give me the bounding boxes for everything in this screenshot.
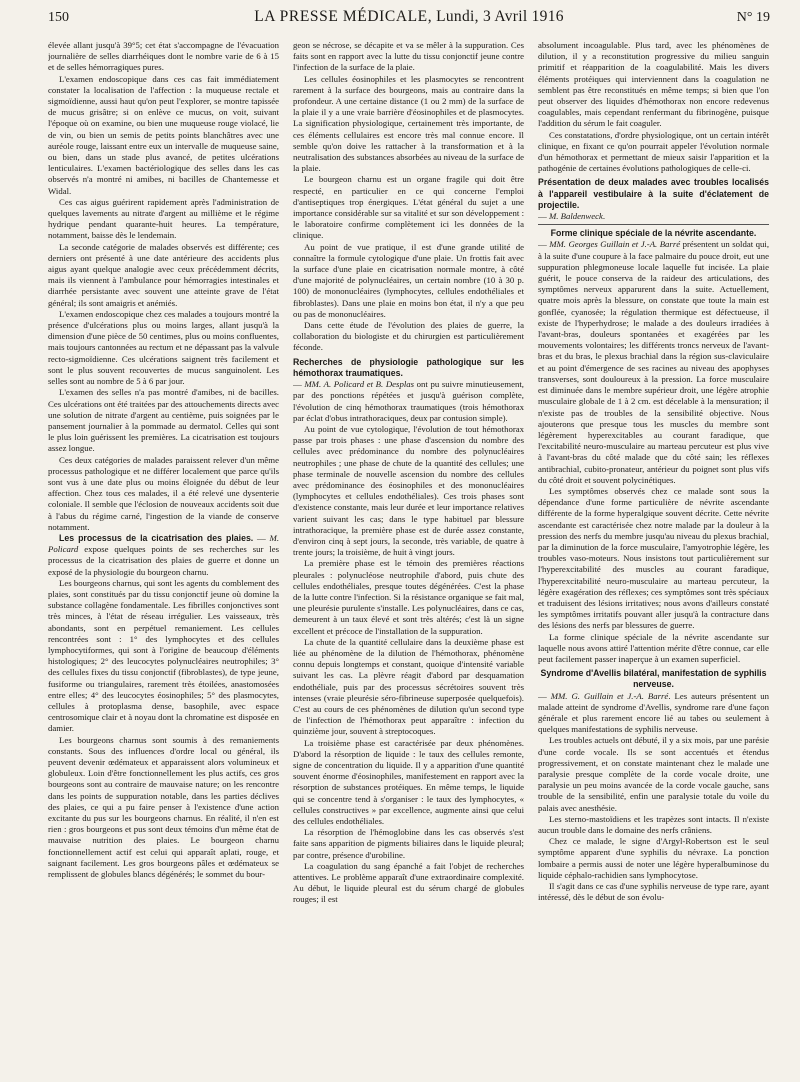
issue-date: , Lundi, 3 Avril 1916 [427,8,564,25]
body-paragraph: La résorption de l'hémoglobine dans les cas observés s'est faite sans apparition de pigments biliaires dans le liquide pleural; par contre, présence d'urobiline. [293,827,524,860]
body-paragraph: Les bourgeons charnus sont soumis à des remaniements constants. Sous des influences d'ordre local ou général, ils peuvent devenir œdémateux et apparaissent alors volumineux et globuleux. Loin d'être fonctionnellement les plus actifs, ces gros bourgeons sont au contraire de mauvaise nature; on les rencontre dans les points de suppuration notable, dans les parties déclives des plaies, ce qui a pu faire penser à l'existence d'une action excitante du pus sur les bourgeons charnus. En réalité, il n'en est rien : gros bourgeons et pus sont deux témoins d'un même état de mauvaise nutrition des plaies. Le bourgeon charnu fonctionnellement actif est celui qui apparaît aplati, rouge, et saignant facilement. Les gros bourgeons pâles et œdémateux se remplissent de globules blancs dégénérés; le sommet du bour- [48,734,279,880]
body-paragraph: Au point de vue cytologique, l'évolution de tout hémothorax passe par trois phases : une phase d'ascension du nombre des cellules avec prédominance du nombre des polynucléaires neutrophiles ; une phase de chute de la quantité des cellules; une phase terminale de nouvelle ascension du nombre des cellules avec prédominance des éosinophiles et des mononucléaires (lymphocytes et cellules endothéliales). Ces trois phases sont d'existence constante, mais leur durée et leur importance relatives varient suivant les cas; dans le type habituel par blessure intrathoracique, la première phase est de durée assez constante, d'environ cinq à sept jours, la seconde, très variable, de quatre à trente jours; la troisième, de huit à vingt jours. [293,423,524,558]
text-column-2 [293,40,524,1080]
issue-number: N° 19 [736,10,770,25]
section-paragraph: Forme clinique spéciale de la névrite ascendante. — MM. Georges Guillain et J.-A. Barré présentent un soldat qui, à la suite d'une coupure à la face palmaire du pouce droit, eut une suppuration phlegmoneuse locale laquelle fut incisée. La plaie guérit, le pouce conserva de la raideur des articulations, des symptômes nerveux apparurent dans la suite. Actuellement, quatre mois après la blessure, on constate que toute la main est gonflée, cyanosée; la régulation thermique est défectueuse, il existe de l'hyperhydrose; le malade a des douleurs irradiées à l'avant-bras, douleurs spontanées et exagérées par les mouvements volontaires; les différents troncs nerveux de l'avant-bras et du bras, le plexus brachial dans la région sus-claviculaire et au point d'émergence de ses racines au niveau des apophyses transverses, sont douloureux à la pression. La force musculaire est diminuée dans le membre supérieur droit, une légère atrophie musculaire globale de 1 à 2 cm. est décelable à la mensuration; il n'existe pas de troubles de la sensibilité objective. Nous ajouterons que presque tous les muscles du membre sont légèrement hyperexcitables au courant faradique, que l'excitabilité neuro-musculaire au marteau percuteur est plus vive à l'avant-bras du côté malade que du côté sain; les réflexes antibrachial, cubito-pronateur, antérieur du poignet sont plus vifs du côté droit et souvent polycinétiques. [538,228,769,485]
section-heading: Forme clinique spéciale de la névrite ascendante. [550,228,757,239]
body-paragraph: Les symptômes observés chez ce malade sont sous la dépendance d'une forme particulière de névrite ascendante différente de la forme hyperalgique souvent décrite. Cette névrite ascendante est caractérisée chez notre malade par la douleur à la pression des nerfs du membre jusqu'au niveau du plexus brachial, par la diminution de la force musculaire, l'amyotrophie légère, les troubles vaso-moteurs. Nous insistons tout particulièrement sur l'hyperexcitabilité des muscles au courant faradique, l'hyperexcitabilité neuro-musculaire au marteau percuteur, la légère exagération des réflexes; ces symptômes sont très spéciaux et traduisent des lésions irritatives; nous avons d'ailleurs constaté les symptômes irritatifs pouvant aller jusqu'à la contracture dans des lésions des nerfs par blessures de guerre. [538,485,769,631]
page-number: 150 [48,10,69,25]
section-paragraph: Recherches de physiologie pathologique sur les hémothorax traumatiques. — MM. A. Policard et B. Desplas ont pu suivre minutieusement, par des ponctions répétées et jusqu'à guérison complète, l'évolution de cinq hémothorax traumatiques (trois hémothorax par éclat d'obus intrathoraciques, deux par contusion simple). [293,356,524,423]
body-paragraph: Les bourgeons charnus, qui sont les agents du comblement des plaies, sont constitués par du tissu conjonctif jeune où domine la substance collagène fondamentale. Les fibrilles conjonctives sont très minces, à l'état de réseau irrégulier. Les vaisseaux, très abondants, sont en perpétuel remaniement. Les cellules rencontrées sont : 1° des lymphocytes et des cellules lymphocytiformes, qui sont à l'origine de beaucoup d'éléments histologiques; 2° des leucocytes polynucléaires neutrophiles; 3° des cellules fixes du tissu conjonctif (fibroblastes), de type jeune, fusiforme ou triangulaires, rarement très étoilées, anastomosées entre elles; 4° des leucocytes éosinophiles; 5° des plasmocytes, cellules à protoplasma dense, basophile, avec espace centrosomique clair et à noyau dont la chromatine est disposée en damier. [48,577,279,734]
author-names: MM. G. Guillain et J.-A. Barré [550,690,669,701]
journal-name: LA PRESSE MÉDICALE [254,8,428,25]
section-divider [538,224,769,225]
section-heading: Présentation de deux malades avec troubles localisés à l'appareil vestibulaire à la suite d'éclatement de projectile. [538,177,769,210]
body-paragraph: Dans cette étude de l'évolution des plaies de guerre, la collaboration du biologiste et du chirurgien est particulièrement féconde. [293,320,524,353]
author-names: M. Policard [48,532,279,555]
body-paragraph: Les troubles actuels ont débuté, il y a six mois, par une parésie d'une corde vocale. Ils se sont accentués et étendus progressivement, et on constate maintenant chez le malade une paralysie presque complète de la corde vocale droite, une paralysie un peu moins avancée de la corde vocale gauche, sans trouble de la sensibilité, enfin une paralysie totale du voile du palais avec anesthésie. [538,735,769,813]
body-paragraph: La forme clinique spéciale de la névrite ascendante sur laquelle nous avons attiré l'attention mérite d'être connue, car elle peut facilement passer inaperçue à un examen superficiel. [538,631,769,664]
body-paragraph: La coagulation du sang épanché a fait l'objet de recherches attentives. Le problème apparaît d'une extraordinaire complexité. Au début, le liquide pleural est du sérum chargé de globules rouges; il est [293,860,524,905]
section-paragraph: Syndrome d'Avellis bilatéral, manifestation de syphilis nerveuse. — MM. G. Guillain et J.-A. Barré. Les auteurs présentent un malade atteint de syndrome d'Avellis, syndrome rare d'une façon générale et plus rarement encore lié au tabes ou seulement à quelques manifestations de syphilis nerveuse. [538,668,769,735]
page-header [48,8,770,34]
body-paragraph: geon se nécrose, se décapite et va se mêler à la suppuration. Ces faits sont en rapport avec la lutte du tissu conjonctif jeune contre l'infection de la surface de la plaie. [293,40,524,73]
body-paragraph: La chute de la quantité cellulaire dans la deuxième phase est liée au phénomène de la dilution de l'hémothorax, phénomène connu depuis longtemps et constant, quoique d'intensité variable suivant les cas. La plèvre réagit d'abord par desquamation endothéliale, puis par des processus sécrétoires souvent très intenses (vraie pleurésie séro-fibrineuse superposée quelquefois). C'est au cours de ces phénomènes de dilution qu'un second type de l'infection de l'hémothorax peut apparaître : infection du quinzième jour, souvent à streptocoques. [293,636,524,737]
body-paragraph: L'examen endoscopique dans ces cas fait immédiatement constater la localisation de l'affection : la muqueuse rectale et sigmoïdienne, aussi haut qu'on peut l'explorer, se montre tapissée de mucus grisâtre; si on enlève ce mucus, on voit, suivant l'époque où on examine, ou bien une muqueuse rouge violacé, lie de vin, ou bien un semis de petits points blanchâtres avec une auréole rouge, laissant entre eux un intervalle de muqueuse saine, ou bien, dans un stade plus avancé, de petites ulcérations lenticulaires. L'examen bactériologique des selles dans les cas observés n'a montré ni amibes, ni bacilles de Chantemesse et Widal. [48,73,279,196]
body-paragraph: La seconde catégorie de malades observés est différente; ces derniers ont présenté à une date antérieure des accidents plus aigus ayant quelque analogie avec ceux précédemment décrits, mais ils viennent à l'ambulance pour hémorragies intestinales et diarrhée persistante avec souvent une atteinte grave de l'état général; ils sont amaigris et anémiés. [48,241,279,308]
body-paragraph: Les sterno-mastoïdiens et les trapèzes sont intacts. Il n'existe aucun trouble dans le domaine des nerfs crâniens. [538,813,769,836]
body-paragraph: L'examen des selles n'a pas montré d'amibes, ni de bacilles. Ces ulcérations ont été traitées par des attouchements directs avec une solution de nitrate d'argent au centième, puis soignées par le pansement journalier à la pommade au dermatol. Celles qui sont le plus loin guérissent les premières. La cicatrisation est toujours assez longue. [48,387,279,454]
body-paragraph: La première phase est le témoin des premières réactions pleurales : polynucléose neutrophile d'abord, puis chute des cellules endothéliales, presque toutes dégénérées. C'est la phase de la lutte contre l'infection. Si la résistance organique se fait mal, une pleurésie purulente s'installe. Les polynucléaires, dans ce cas, demeurent à un taux élevé et sont très altérés; c'est là un signe excellent et précoce de l'installation de la suppuration. [293,558,524,636]
running-title [254,8,564,26]
article-columns [48,40,770,1080]
body-paragraph: élevée allant jusqu'à 39°5; cet état s'accompagne de l'évacuation journalière de selles diarrhéiques dont le nombre varie de 6 à 15 et de selles hémorragiques pures. [48,40,279,73]
body-paragraph: Le bourgeon charnu est un organe fragile qui doit être respecté, en particulier en ce qui concerne l'emploi d'antiseptiques trop énergiques. L'état général du sujet a une importance considérable sur sa vitalité et sur son développement : le laboratoire confirme complètement ici les données de la clinique. [293,174,524,241]
body-paragraph: L'examen endoscopique chez ces malades a toujours montré la présence d'ulcérations plus ou moins larges, allant jusqu'à la dimension d'une pièce de 50 centimes, plus ou moins confluentes, mais toujours cantonnées au rectum et ne dépassant pas la valvule recto-sigmoïdienne. Ces ulcérations saignent très facilement et sont le plus souvent recouvertes de mucus sanguinolent. Les selles sont au nombre de 5 à 6 par jour. [48,308,279,387]
text-column-1 [48,40,279,1080]
author-names: M. Baldenweck [548,211,603,222]
inline-heading: Les processus de la cicatrisation des plaies. [59,532,254,543]
section-heading: Recherches de physiologie pathologique sur les hémothorax traumatiques. [293,356,524,378]
text-column-3 [538,40,769,1080]
body-paragraph: Il s'agit dans ce cas d'une syphilis nerveuse de type rare, ayant intéressé, dès le début de son évolu- [538,881,769,903]
body-paragraph: Les cellules éosinophiles et les plasmocytes se rencontrent rarement à la surface des bourgeons, mais au contraire dans la profondeur. A une certaine distance (1 ou 2 mm) de la surface de la plaie il y a une vraie barrière d'éosinophiles et de plasmocytes. La signification physiologique, certainement très importante, de ces éléments cellulaires est encore très mal connue encore. Il semble qu'on doive les rattacher à la transformation et à la neutralisation des substances absorbées au niveau de la surface de la plaie. [293,73,524,174]
body-paragraph: Chez ce malade, le signe d'Argyl-Robertson est le seul symptôme apparent d'une syphilis du névraxe. La ponction lombaire a permis aussi de noter une légère hyperalbuminose du liquide céphalo-rachidien sans lymphocytose. [538,836,769,880]
body-paragraph: Au point de vue pratique, il est d'une grande utilité de connaître la formule cytologique d'une plaie. Un frottis fait avec la surface d'une plaie en cicatrisation normale montre, à côté d'une majorité de polynucléaires, un certain nombre (10 à 30 p. 100) de mononucléaires (lymphocytes, cellules endothéliales et fibroblastes). Dans une plaie en moins bon état, il n'y a que peu ou pas de mononucléaires. [293,241,524,319]
author-names: MM. Georges Guillain et J.-A. Barré [549,239,681,250]
body-paragraph: Ces deux catégories de malades paraissent relever d'un même processus pathologique et ne différer localement que parce qu'ils sont vus à une date plus ou moins éloignée du début de leur affection. Chez tous ces malades, il a été relevé une dysenterie coloniale. Il semble que l'éclosion de nouveaux accidents soit due à l'abus du régime carné, l'ingestion de la viande de conserve notamment. [48,454,279,532]
body-paragraph: La troisième phase est caractérisée par deux phénomènes. D'abord la résorption de liquide : le taux des cellules remonte, signe de concentration du liquide. Il y a apparition d'une quantité souvent énorme d'éosinophiles, manifestement en rapport avec la résorption de substances protéiques. En même temps, le liquide qui se concentre tend à s'organiser : le taux des lymphocytes, « cellules constructives » par excellence, augmente ainsi que celui des cellules endothéliales. [293,737,524,827]
body-paragraph: Les processus de la cicatrisation des plaies. — M. Policard expose quelques points de ses recherches sur les processus de la cicatrisation des plaies de guerre et donne un exposé de la physiologie du bourgeon charnu. [48,532,279,577]
body-paragraph: Ces cas aigus guérirent rapidement après l'administration de quelques lavements au nitrate d'argent au millième et le régime hydrique pendant quarante-huit heures. La température, notamment, baisse dès le lendemain. [48,196,279,241]
body-paragraph: Ces constatations, d'ordre physiologique, ont un certain intérêt clinique, en fixant ce qu'on pourrait appeler l'évolution normale d'un hémothorax et permettant de mieux saisir l'apparition et la pathogénie de certaines évolutions pathologiques de celle-ci. [538,129,769,174]
section-heading: Syndrome d'Avellis bilatéral, manifestation de syphilis nerveuse. [540,668,767,690]
section-paragraph: Présentation de deux malades avec troubles localisés à l'appareil vestibulaire à la suite d'éclatement de projectile. — M. Baldenweck. [538,177,769,222]
author-names: MM. A. Policard et B. Desplas [304,379,415,390]
body-paragraph: absolument incoagulable. Plus tard, avec les phénomènes de dilution, il y a reconstitution progressive du milieu sanguin primitif et réapparition de la coagulabilité. Mais les divers éléments protéiques qui interviennent dans la coagulation ne semblent pas être reconstitués en même temps; si bien que l'on peut observer des liquides d'hémothorax non encore redevenus coagulables, mais cependant renfermant du fibrinogène, puisque l'addition du sérum le fait coaguler. [538,40,769,129]
